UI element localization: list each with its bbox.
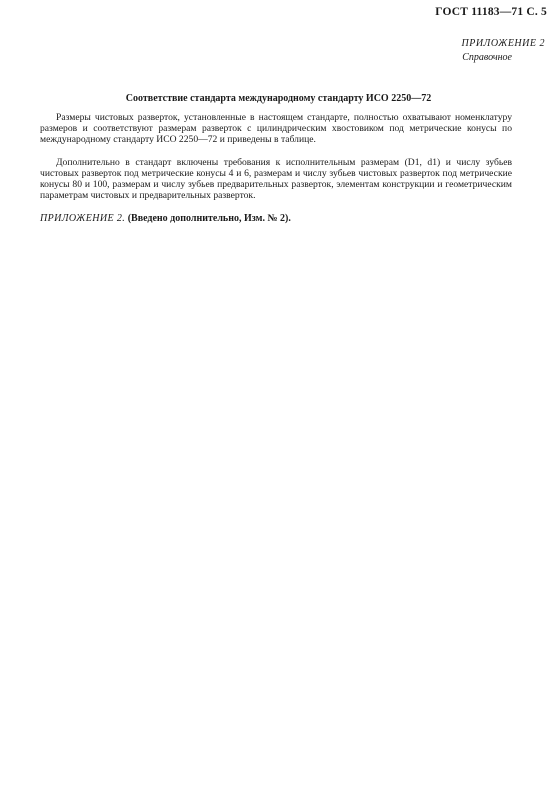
paragraph-text: Дополнительно в стандарт включены требования к исполнительным размерам (D1, d1) и числу зубьев чистовых разверток под метрические конусы 4 и 6, размерам и числу зубьев чистовых разверток под метрические конусы 80 и 100, размерам и числу зубьев предварительных разверток, элементам конструкции и геометрическим параметрам чистовых и предварительных разверток. <box>40 157 512 201</box>
body-paragraph-1 <box>40 112 512 145</box>
amendment-text: (Введено дополнительно, Изм. № 2). <box>127 213 291 224</box>
paragraph-text: Размеры чистовых разверток, установленные в настоящем стандарте, полностью охватывают номенклатуру размеров и соответствуют размерам разверток с цилиндрическим хвостовиком под метрические конусы по международному стандарту ИСО 2250—72 и приведены в таблице. <box>40 112 512 145</box>
amendment-note <box>40 213 291 224</box>
amendment-label: ПРИЛОЖЕНИЕ 2. <box>40 213 126 224</box>
appendix-label: ПРИЛОЖЕНИЕ 2 <box>461 38 545 49</box>
body-paragraph-2 <box>40 157 512 201</box>
document-title: Соответствие стандарта международному стандарту ИСО 2250—72 <box>125 93 432 104</box>
appendix-note: Справочное <box>462 52 512 63</box>
page-header: ГОСТ 11183—71 С. 5 <box>435 6 547 18</box>
